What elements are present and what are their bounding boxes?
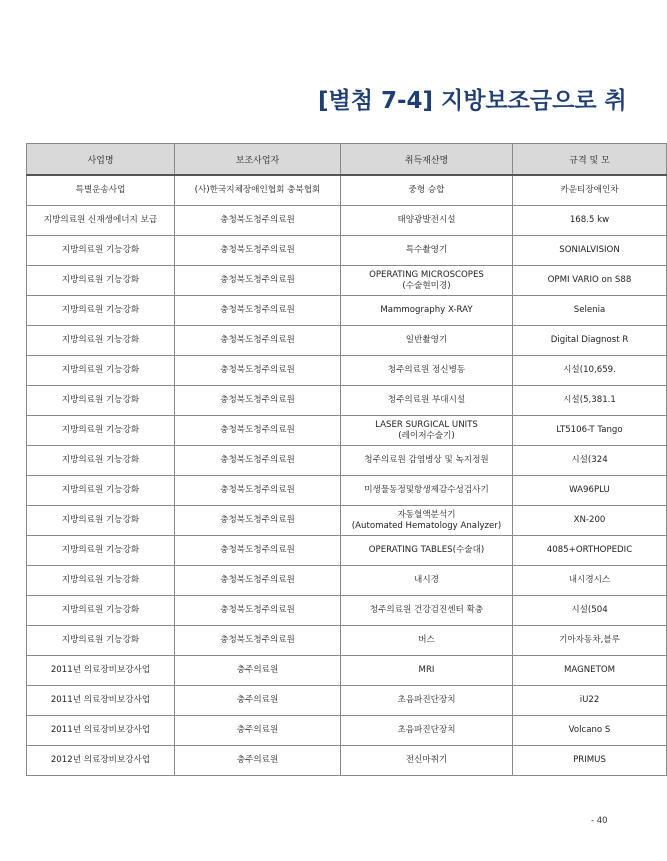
- cell-grantee: 충주의료원: [175, 656, 341, 686]
- cell-grantee: 충청북도청주의료원: [175, 416, 341, 446]
- cell-grantee: 충청북도청주의료원: [175, 326, 341, 356]
- cell-line: (수술현미경): [402, 280, 451, 291]
- cell-spec: XN-200: [513, 506, 667, 536]
- cell-grantee: 충주의료원: [175, 746, 341, 776]
- cell-line: LASER SURGICAL UNITS: [375, 419, 478, 430]
- table-row: [27, 746, 667, 776]
- cell-project-name: 지방의료원 기능강화: [27, 506, 175, 536]
- cell-spec: Volcano S: [513, 716, 667, 746]
- cell-spec: 내시경시스: [513, 566, 667, 596]
- cell-project-name: 지방의료원 기능강화: [27, 326, 175, 356]
- cell-project-name: 지방의료원 기능강화: [27, 626, 175, 656]
- cell-project-name: 지방의료원 기능강화: [27, 266, 175, 296]
- cell-grantee: 충청북도청주의료원: [175, 386, 341, 416]
- table-row: [27, 386, 667, 416]
- cell-asset-name: 청주의료원 정신병동: [341, 356, 513, 386]
- cell-spec: 시설(504: [513, 596, 667, 626]
- cell-project-name: 2011년 의료장비보강사업: [27, 686, 175, 716]
- cell-spec: 시설(324: [513, 446, 667, 476]
- cell-asset-name: 중형 승합: [341, 175, 513, 206]
- cell-asset-name: 일반촬영기: [341, 326, 513, 356]
- cell-spec: 시설(5,381.1: [513, 386, 667, 416]
- cell-grantee: 충청북도청주의료원: [175, 566, 341, 596]
- cell-asset-name: 청주의료원 부대시설: [341, 386, 513, 416]
- cell-project-name: 지방의료원 기능강화: [27, 356, 175, 386]
- cell-grantee: 충청북도청주의료원: [175, 206, 341, 236]
- cell-line: 자동혈액분석기: [397, 509, 456, 520]
- cell-grantee: 충청북도청주의료원: [175, 536, 341, 566]
- cell-project-name: 지방의료원 기능강화: [27, 236, 175, 266]
- cell-project-name: 지방의료원 신재생에너지 보급: [27, 206, 175, 236]
- header-grantee: 보조사업자: [175, 144, 341, 176]
- cell-asset-name: 초음파진단장치: [341, 716, 513, 746]
- cell-spec: 기아자동차,블루: [513, 626, 667, 656]
- table-row: [27, 206, 667, 236]
- cell-spec: WA96PLU: [513, 476, 667, 506]
- table-row: [27, 566, 667, 596]
- cell-grantee: 충청북도청주의료원: [175, 476, 341, 506]
- cell-asset-name: [341, 506, 513, 536]
- header-project-name: 사업명: [27, 144, 175, 176]
- cell-spec: LT5106-T Tango: [513, 416, 667, 446]
- cell-spec: OPMI VARIO on S88: [513, 266, 667, 296]
- cell-project-name: 2011년 의료장비보강사업: [27, 656, 175, 686]
- cell-asset-name: 청주의료원 건강검진센터 확충: [341, 596, 513, 626]
- table-row: [27, 656, 667, 686]
- table-body: [27, 175, 667, 776]
- cell-project-name: 지방의료원 기능강화: [27, 296, 175, 326]
- cell-project-name: 지방의료원 기능강화: [27, 476, 175, 506]
- cell-project-name: 2011년 의료장비보강사업: [27, 716, 175, 746]
- cell-asset-name: [341, 266, 513, 296]
- cell-asset-name: 태양광발전시설: [341, 206, 513, 236]
- table-row: [27, 476, 667, 506]
- table-row: [27, 266, 667, 296]
- cell-grantee: 충청북도청주의료원: [175, 506, 341, 536]
- cell-asset-name: 특수촬영기: [341, 236, 513, 266]
- cell-project-name: 지방의료원 기능강화: [27, 536, 175, 566]
- table-row: [27, 416, 667, 446]
- cell-asset-name: 초음파진단장치: [341, 686, 513, 716]
- cell-project-name: 특별운송사업: [27, 175, 175, 206]
- cell-grantee: 충청북도청주의료원: [175, 356, 341, 386]
- cell-asset-name: Mammography X-RAY: [341, 296, 513, 326]
- cell-spec: MAGNETOM: [513, 656, 667, 686]
- cell-project-name: 지방의료원 기능강화: [27, 596, 175, 626]
- table-row: [27, 236, 667, 266]
- table-row: [27, 296, 667, 326]
- cell-line: (레이저수술기): [398, 430, 455, 441]
- table-row: [27, 596, 667, 626]
- cell-project-name: 지방의료원 기능강화: [27, 566, 175, 596]
- table-row: [27, 686, 667, 716]
- table-row: [27, 626, 667, 656]
- table-row: [27, 326, 667, 356]
- cell-grantee: (사)한국지체장애인협회 충북협회: [175, 175, 341, 206]
- cell-grantee: 충주의료원: [175, 686, 341, 716]
- cell-line: (Automated Hematology Analyzer): [351, 520, 502, 531]
- cell-grantee: 충청북도청주의료원: [175, 626, 341, 656]
- table-header-row: [27, 144, 667, 176]
- cell-grantee: 충청북도청주의료원: [175, 296, 341, 326]
- cell-grantee: 충주의료원: [175, 716, 341, 746]
- table-row: [27, 506, 667, 536]
- cell-grantee: 충청북도청주의료원: [175, 446, 341, 476]
- header-spec: 규격 및 모: [513, 144, 667, 176]
- cell-spec: 카운티장애인차: [513, 175, 667, 206]
- cell-asset-name: 미생물동정및항생제감수성검사기: [341, 476, 513, 506]
- table-row: [27, 536, 667, 566]
- cell-asset-name: 전신마취기: [341, 746, 513, 776]
- cell-project-name: 지방의료원 기능강화: [27, 416, 175, 446]
- cell-spec: 시설(10,659.: [513, 356, 667, 386]
- page-title: [별첨 7-4] 지방보조금으로 취: [318, 88, 627, 114]
- page-number: - 40: [591, 816, 608, 826]
- cell-grantee: 충청북도청주의료원: [175, 596, 341, 626]
- asset-table: [26, 143, 667, 776]
- cell-project-name: 지방의료원 기능강화: [27, 446, 175, 476]
- cell-spec: 168.5 kw: [513, 206, 667, 236]
- cell-asset-name: [341, 416, 513, 446]
- asset-table-container: [26, 143, 633, 777]
- cell-spec: iU22: [513, 686, 667, 716]
- cell-line: OPERATING MICROSCOPES: [369, 269, 484, 280]
- cell-project-name: 2012년 의료장비보강사업: [27, 746, 175, 776]
- table-row: [27, 356, 667, 386]
- cell-asset-name: MRI: [341, 656, 513, 686]
- cell-grantee: 충청북도청주의료원: [175, 236, 341, 266]
- table-row: [27, 446, 667, 476]
- cell-spec: Digital Diagnost R: [513, 326, 667, 356]
- cell-asset-name: 내시경: [341, 566, 513, 596]
- cell-grantee: 충청북도청주의료원: [175, 266, 341, 296]
- cell-project-name: 지방의료원 기능강화: [27, 386, 175, 416]
- cell-asset-name: 청주의료원 감염병상 및 녹지정원: [341, 446, 513, 476]
- cell-asset-name: OPERATING TABLES(수술대): [341, 536, 513, 566]
- cell-spec: 4085+ORTHOPEDIC: [513, 536, 667, 566]
- table-row: [27, 175, 667, 206]
- cell-asset-name: 버스: [341, 626, 513, 656]
- cell-spec: SONIALVISION: [513, 236, 667, 266]
- table-row: [27, 716, 667, 746]
- header-asset-name: 취득재산명: [341, 144, 513, 176]
- cell-spec: PRIMUS: [513, 746, 667, 776]
- cell-spec: Selenia: [513, 296, 667, 326]
